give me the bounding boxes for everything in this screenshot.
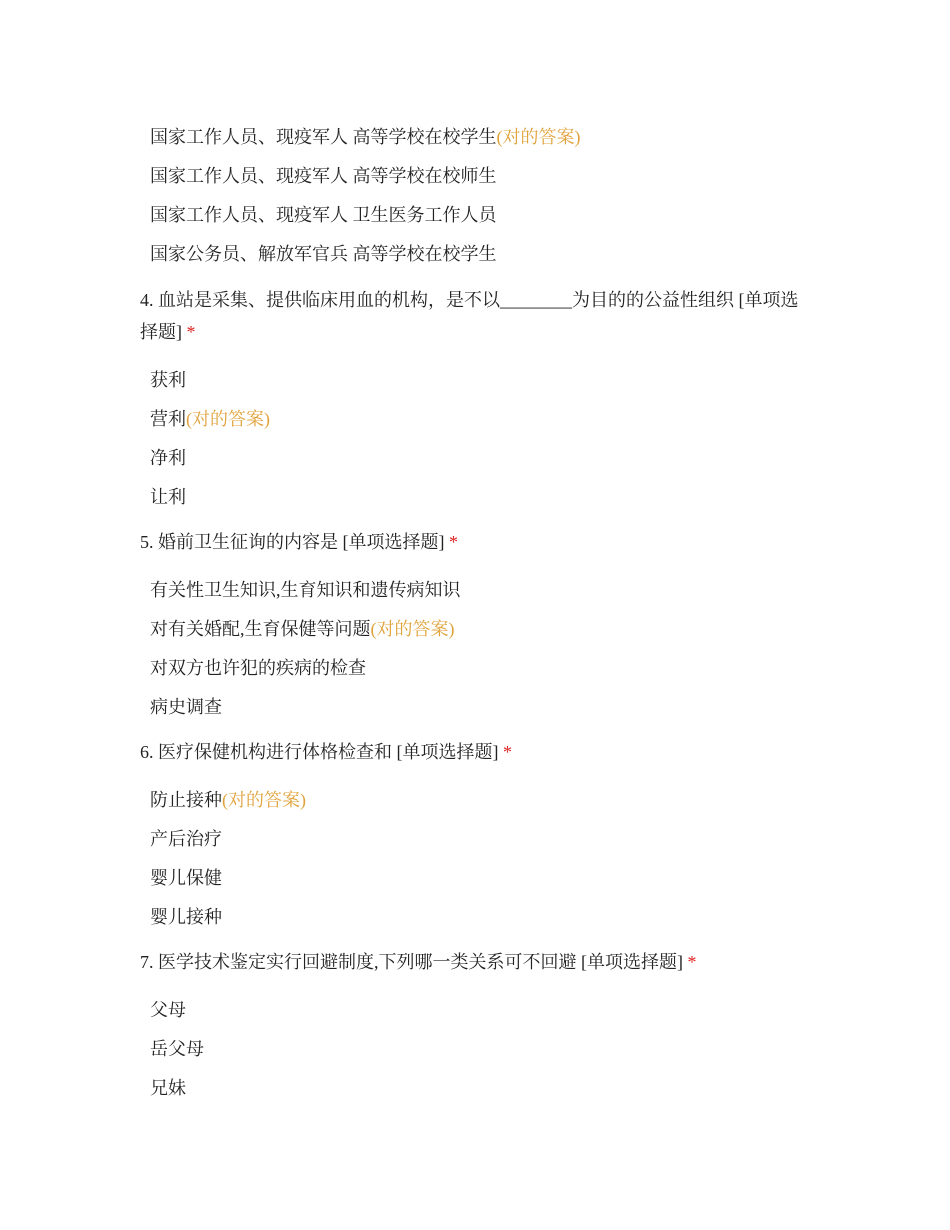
correct-answer-marker: (对的答案) [186,409,270,429]
q5-option-3 [150,656,366,680]
option-text: 国家工作人员、现疫军人 高等学校在校师生 [150,166,497,186]
question-text: 5. 婚前卫生征询的内容是 [单项选择题] [140,532,445,552]
question-text: 4. 血站是采集、提供临床用血的机构，是不以________为目的的公益性组织 [单项选择题] [140,290,799,342]
required-marker: * [449,532,458,552]
q5-option-2 [150,617,455,641]
option-text: 产后治疗 [150,829,222,849]
q5-option-1 [150,578,461,602]
option-text: 婴儿保健 [150,868,222,888]
option-prev-3 [150,203,497,227]
q4-option-4 [150,485,186,509]
q4-option-2 [150,407,270,431]
option-text: 父母 [150,1000,186,1020]
q7-option-1 [150,998,186,1022]
question-6 [140,736,810,768]
option-text: 净利 [150,448,186,468]
correct-answer-marker: (对的答案) [370,619,455,639]
q6-option-2 [150,827,222,851]
correct-answer-marker: (对的答案) [496,127,581,147]
option-text: 病史调查 [150,697,222,717]
option-prev-4 [150,242,497,266]
required-marker: * [186,322,196,342]
q5-option-4 [150,695,222,719]
option-text: 婴儿接种 [150,907,222,927]
question-text: 6. 医疗保健机构进行体格检查和 [单项选择题] [140,742,499,762]
option-prev-2 [150,164,497,188]
option-text: 国家公务员、解放军官兵 高等学校在校学生 [150,244,497,264]
q6-option-4 [150,905,222,929]
option-text: 获利 [150,370,186,390]
question-4 [140,284,810,348]
q4-option-3 [150,446,186,470]
option-text: 岳父母 [150,1039,204,1059]
q6-option-1 [150,788,306,812]
option-text: 兄妹 [150,1078,186,1098]
option-text: 国家工作人员、现疫军人 卫生医务工作人员 [150,205,497,225]
q4-option-1 [150,368,186,392]
q7-option-3 [150,1076,186,1100]
correct-answer-marker: (对的答案) [222,790,306,810]
option-text: 对有关婚配,生育保健等问题 [150,619,371,639]
required-marker: * [687,952,697,972]
question-5 [140,526,810,558]
option-prev-1 [150,125,581,149]
question-text: 7. 医学技术鉴定实行回避制度,下列哪一类关系可不回避 [单项选择题] [140,952,683,972]
q7-option-2 [150,1037,204,1061]
option-text: 让利 [150,487,186,507]
option-text: 对双方也许犯的疾病的检查 [150,658,366,678]
option-text: 防止接种 [150,790,222,810]
option-text: 营利 [150,409,186,429]
required-marker: * [503,742,512,762]
option-text: 有关性卫生知识,生育知识和遗传病知识 [150,580,461,600]
option-text: 国家工作人员、现疫军人 高等学校在校学生 [150,127,497,147]
question-7 [140,946,810,978]
q6-option-3 [150,866,222,890]
